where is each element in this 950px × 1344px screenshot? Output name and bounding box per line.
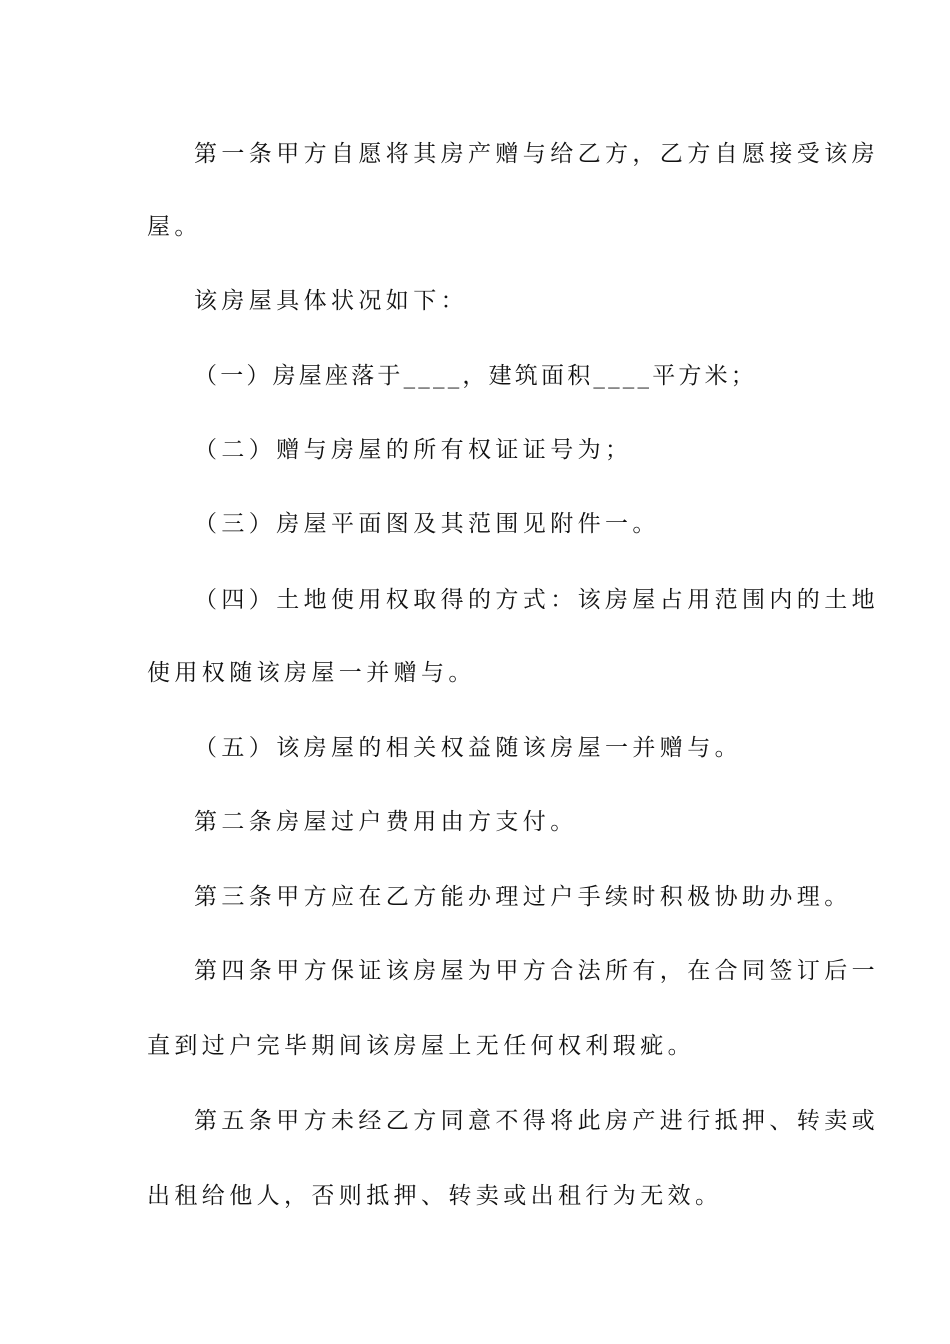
article-4-line-2: 直到过户完毕期间该房屋上无任何权利瑕疵。 [147, 1033, 695, 1059]
item-5-rights: （五）该房屋的相关权益随该房屋一并赠与。 [194, 735, 742, 761]
article-3: 第三条甲方应在乙方能办理过户手续时积极协助办理。 [194, 884, 852, 910]
article-1-line-2: 屋。 [147, 214, 202, 240]
article-4-line-1: 第四条甲方保证该房屋为甲方合法所有，在合同签订后一 [194, 958, 879, 984]
article-5-line-1: 第五条甲方未经乙方同意不得将此房产进行抵押、转卖或 [194, 1108, 879, 1134]
item-4-land-use-line-1: （四）土地使用权取得的方式：该房屋占用范围内的土地 [194, 587, 879, 613]
item-3-floor-plan: （三）房屋平面图及其范围见附件一。 [194, 511, 660, 537]
article-1-line-1: 第一条甲方自愿将其房产赠与给乙方，乙方自愿接受该房 [194, 141, 879, 167]
article-2: 第二条房屋过户费用由方支付。 [194, 809, 578, 835]
house-status-heading: 该房屋具体状况如下： [194, 288, 468, 314]
item-1-location-area: （一）房屋座落于____，建筑面积____平方米； [194, 363, 757, 389]
item-4-land-use-line-2: 使用权随该房屋一并赠与。 [147, 660, 476, 686]
item-2-certificate: （二）赠与房屋的所有权证证号为； [194, 437, 633, 463]
article-5-line-2: 出租给他人，否则抵押、转卖或出租行为无效。 [147, 1183, 723, 1209]
